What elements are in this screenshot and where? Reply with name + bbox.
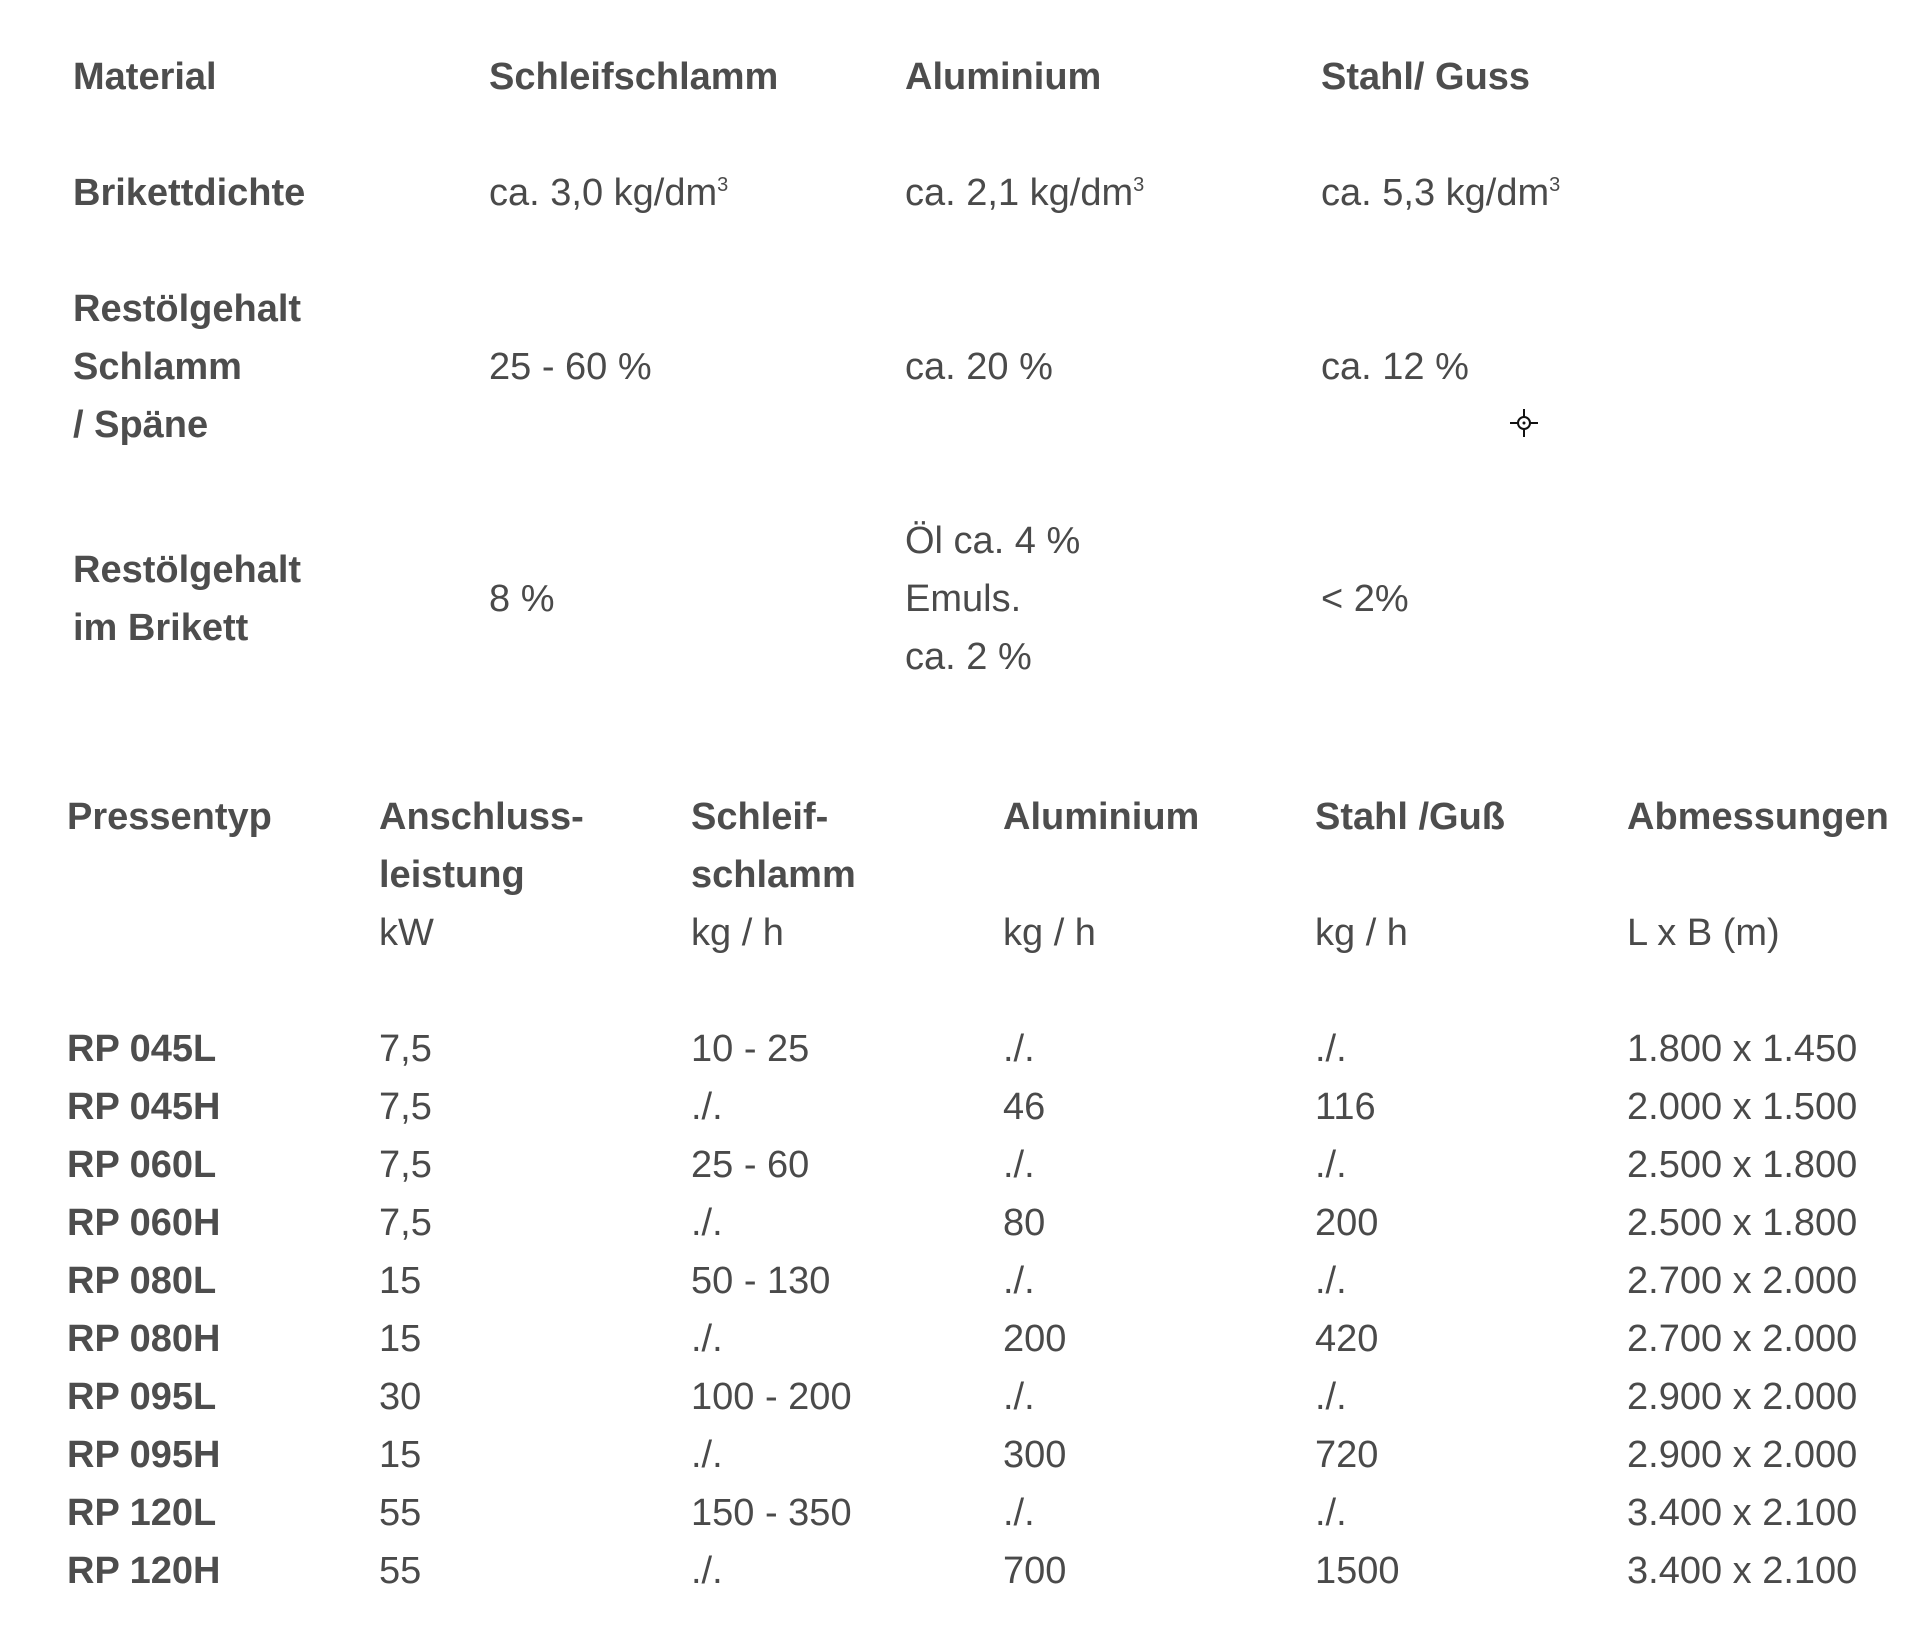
material-col-schleifschlamm: Schleifschlamm	[489, 56, 779, 98]
table-cell: 100 - 200	[691, 1376, 852, 1418]
material-label: Material	[73, 56, 217, 98]
press-model-cell: RP 095L	[67, 1376, 217, 1418]
restoel-schlamm-label	[73, 280, 489, 512]
table-cell: 720	[1315, 1434, 1379, 1476]
press-table	[67, 788, 1917, 1600]
table-cell: 2.900 x 2.000	[1627, 1376, 1858, 1418]
unit-superscript: 3	[1133, 174, 1145, 196]
brikettdichte-stahl	[1321, 164, 1621, 280]
table-cell: 2.500 x 1.800	[1627, 1202, 1858, 1244]
header-anschlussleistung	[379, 788, 691, 904]
unit-anschlussleistung: kW	[379, 912, 434, 954]
header-line: schlamm	[691, 854, 856, 896]
material-col-aluminium: Aluminium	[905, 56, 1102, 98]
table-cell: 55	[379, 1492, 422, 1534]
table-cell: ./.	[1315, 1144, 1347, 1186]
table-cell: ./.	[691, 1202, 723, 1244]
value-line: ca. 2 %	[905, 636, 1032, 678]
table-cell: 2.500 x 1.800	[1627, 1144, 1858, 1186]
label-line: / Späne	[73, 404, 209, 446]
brikettdichte-schleifschlamm	[489, 164, 905, 280]
table-row	[67, 1252, 1917, 1310]
table-cell: ./.	[1003, 1144, 1035, 1186]
table-cell: 700	[1003, 1550, 1067, 1592]
unit-superscript: 3	[717, 174, 729, 196]
restoel-schlamm-aluminium: ca. 20 %	[905, 346, 1053, 388]
table-row	[67, 1368, 1917, 1426]
table-cell: 200	[1315, 1202, 1379, 1244]
brikettdichte-label: Brikettdichte	[73, 172, 306, 214]
table-row	[67, 1426, 1917, 1484]
table-row	[67, 1078, 1917, 1136]
table-cell: 30	[379, 1376, 422, 1418]
restoel-brikett-label	[73, 512, 489, 686]
table-cell: ./.	[1003, 1028, 1035, 1070]
table-cell: ./.	[1315, 1260, 1347, 1302]
table-row	[67, 1136, 1917, 1194]
brikettdichte-value: ca. 2,1 kg/dm	[905, 172, 1134, 214]
table-cell: 3.400 x 2.100	[1627, 1550, 1858, 1592]
press-units-row	[67, 904, 1917, 1020]
label-line: Restölgehalt	[73, 549, 302, 591]
brikettdichte-row	[73, 164, 1621, 280]
brikettdichte-aluminium	[905, 164, 1321, 280]
table-cell: 46	[1003, 1086, 1046, 1128]
restoel-schlamm-stahl: ca. 12 %	[1321, 346, 1469, 388]
material-col-stahl: Stahl/ Guss	[1321, 56, 1531, 98]
table-cell: 7,5	[379, 1028, 432, 1070]
label-line: Schlamm	[73, 346, 242, 388]
table-cell: ./.	[691, 1550, 723, 1592]
table-cell: 2.700 x 2.000	[1627, 1260, 1858, 1302]
header-abmessungen	[1627, 788, 1917, 904]
value-line: Emuls.	[905, 578, 1022, 620]
table-cell: ./.	[1315, 1492, 1347, 1534]
table-row	[67, 1542, 1917, 1600]
unit-pressentyp	[67, 904, 379, 1020]
press-model-cell: RP 120L	[67, 1492, 217, 1534]
header-schleifschlamm	[691, 788, 1003, 904]
header-line: Aluminium	[1003, 796, 1200, 838]
material-header-row	[73, 48, 1621, 164]
table-cell: 3.400 x 2.100	[1627, 1492, 1858, 1534]
table-cell: 150 - 350	[691, 1492, 852, 1534]
table-cell: 1.800 x 1.450	[1627, 1028, 1858, 1070]
press-table-body	[67, 1020, 1917, 1600]
move-cursor-icon	[1508, 407, 1540, 439]
press-model-cell: RP 095H	[67, 1434, 221, 1476]
table-cell: 15	[379, 1318, 422, 1360]
header-stahl-guss	[1315, 788, 1627, 904]
press-model-cell: RP 060H	[67, 1202, 221, 1244]
unit-aluminium: kg / h	[1003, 912, 1096, 954]
table-row	[67, 1194, 1917, 1252]
header-line: Pressentyp	[67, 796, 272, 838]
header-line: Schleif-	[691, 796, 829, 838]
press-model-cell: RP 080L	[67, 1260, 217, 1302]
table-cell: 2.000 x 1.500	[1627, 1086, 1858, 1128]
table-row	[67, 1310, 1917, 1368]
restoel-brikett-row	[73, 512, 1621, 686]
table-cell: 420	[1315, 1318, 1379, 1360]
header-line: Anschluss-	[379, 796, 584, 838]
table-cell: ./.	[1003, 1376, 1035, 1418]
table-cell: 7,5	[379, 1086, 432, 1128]
table-cell: 50 - 130	[691, 1260, 831, 1302]
table-row	[67, 1020, 1917, 1078]
table-cell: 7,5	[379, 1202, 432, 1244]
table-cell: 15	[379, 1434, 422, 1476]
press-model-cell: RP 045H	[67, 1086, 221, 1128]
table-cell: 15	[379, 1260, 422, 1302]
header-aluminium	[1003, 788, 1315, 904]
table-cell: 55	[379, 1550, 422, 1592]
unit-schleifschlamm: kg / h	[691, 912, 784, 954]
restoel-brikett-aluminium	[905, 512, 1321, 686]
press-model-cell: RP 045L	[67, 1028, 217, 1070]
header-line: leistung	[379, 854, 525, 896]
header-line: Stahl /Guß	[1315, 796, 1505, 838]
restoel-schlamm-row	[73, 280, 1621, 512]
restoel-brikett-stahl: < 2%	[1321, 578, 1409, 620]
table-cell: 2.900 x 2.000	[1627, 1434, 1858, 1476]
table-cell: ./.	[1315, 1376, 1347, 1418]
table-cell: 116	[1315, 1086, 1376, 1128]
table-cell: 2.700 x 2.000	[1627, 1318, 1858, 1360]
table-cell: ./.	[691, 1318, 723, 1360]
label-line: im Brikett	[73, 607, 249, 649]
table-cell: 10 - 25	[691, 1028, 810, 1070]
table-cell: 300	[1003, 1434, 1067, 1476]
restoel-schlamm-schleifschlamm: 25 - 60 %	[489, 346, 652, 388]
table-cell: 80	[1003, 1202, 1046, 1244]
table-cell: ./.	[1003, 1260, 1035, 1302]
table-cell: ./.	[1003, 1492, 1035, 1534]
label-line: Restölgehalt	[73, 288, 302, 330]
brikettdichte-value: ca. 3,0 kg/dm	[489, 172, 718, 214]
press-model-cell: RP 120H	[67, 1550, 221, 1592]
brikettdichte-value: ca. 5,3 kg/dm	[1321, 172, 1550, 214]
restoel-brikett-schleifschlamm: 8 %	[489, 578, 555, 620]
press-model-cell: RP 080H	[67, 1318, 221, 1360]
unit-superscript: 3	[1549, 174, 1561, 196]
header-pressentyp	[67, 788, 379, 904]
press-model-cell: RP 060L	[67, 1144, 217, 1186]
table-cell: 7,5	[379, 1144, 432, 1186]
unit-abmessungen: L x B (m)	[1627, 912, 1780, 954]
value-line: Öl ca. 4 %	[905, 520, 1081, 562]
table-cell: 25 - 60	[691, 1144, 810, 1186]
press-header-row	[67, 788, 1917, 904]
unit-stahl-guss: kg / h	[1315, 912, 1408, 954]
table-row	[67, 1484, 1917, 1542]
header-line: Abmessungen	[1627, 796, 1889, 838]
table-cell: ./.	[691, 1086, 723, 1128]
table-cell: 1500	[1315, 1550, 1400, 1592]
table-cell: 200	[1003, 1318, 1067, 1360]
table-cell: ./.	[1315, 1028, 1347, 1070]
material-table	[73, 48, 1621, 686]
table-cell: ./.	[691, 1434, 723, 1476]
